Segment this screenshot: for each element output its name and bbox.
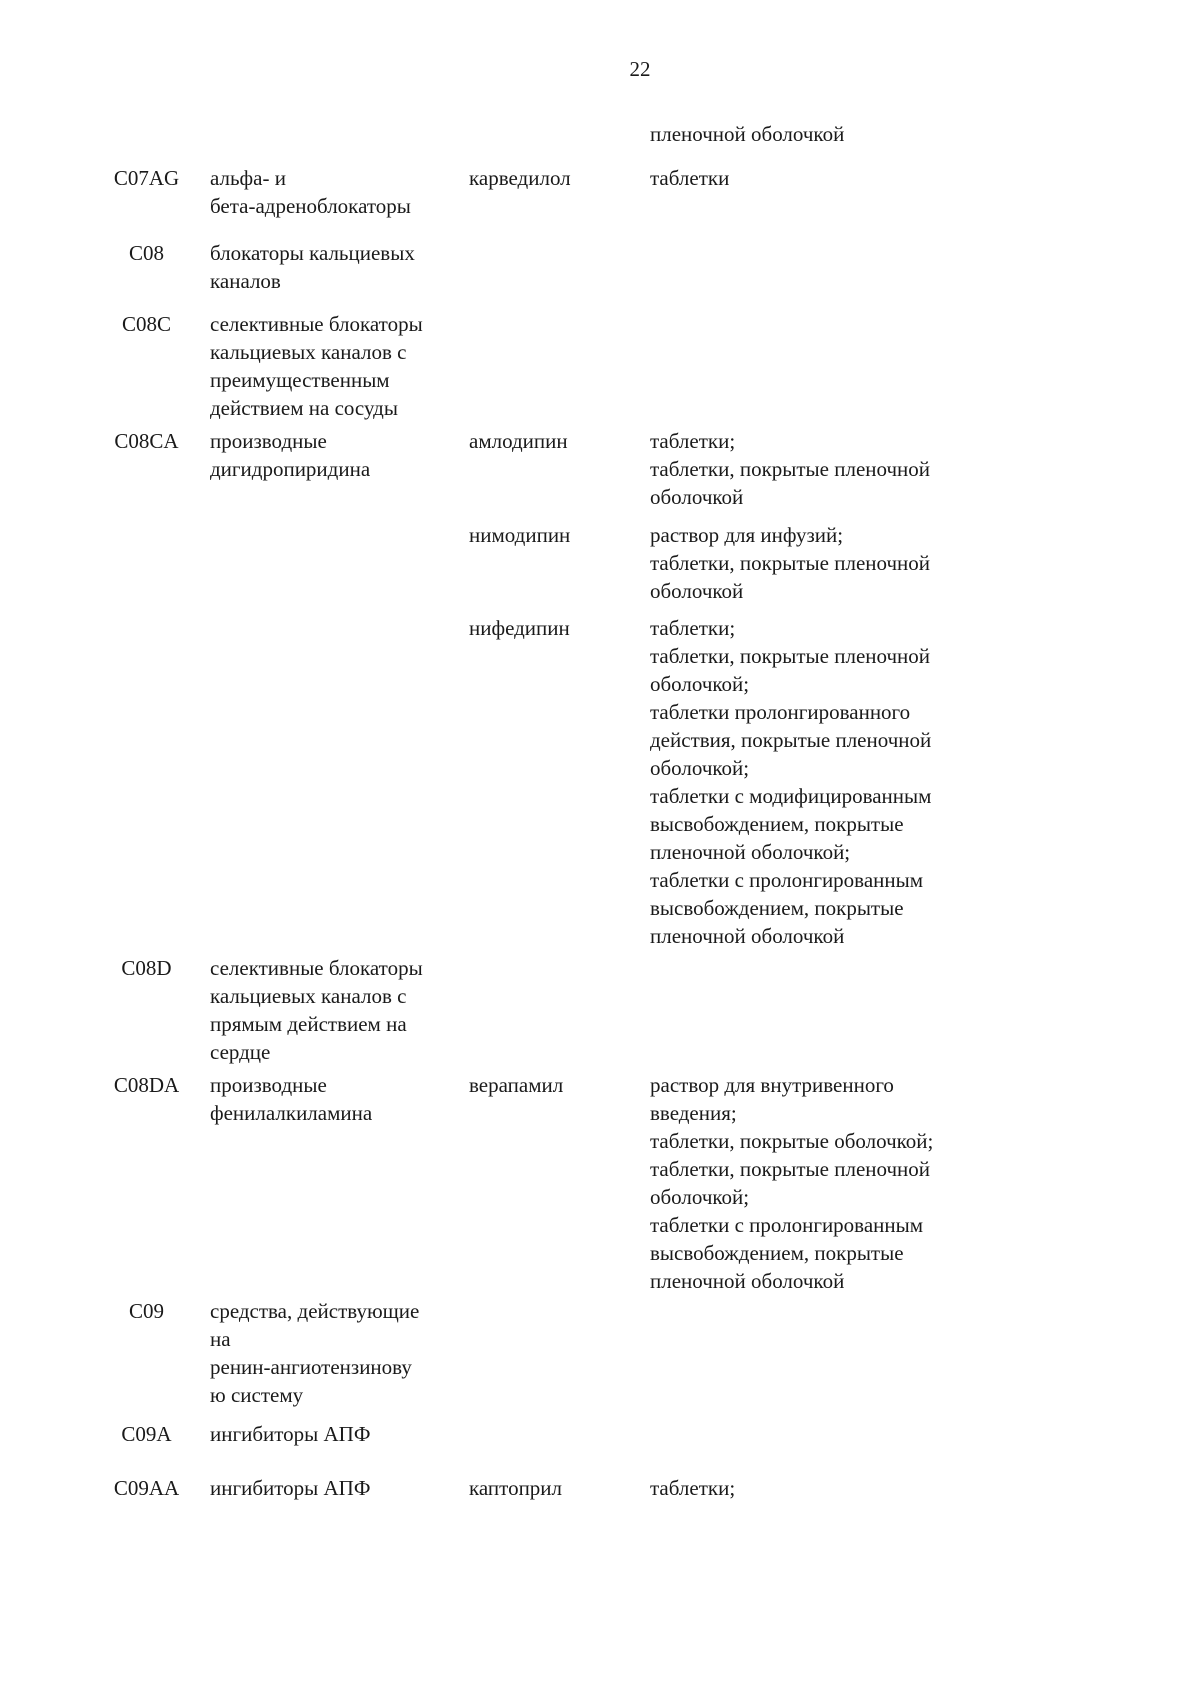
dosage-form-line: оболочкой (650, 485, 744, 509)
atc-code: C08DA (113, 1073, 180, 1097)
dosage-forms (650, 614, 990, 950)
dosage-form-line: таблетки; (650, 429, 736, 453)
atc-code: C08 (128, 241, 164, 265)
dosage-form-line: таблетки с пролонгированным (650, 868, 924, 892)
dosage-forms (650, 1474, 990, 1502)
dosage-forms (650, 164, 990, 192)
atc-code: C07AG (113, 166, 180, 190)
group-line: сердце (210, 1040, 271, 1064)
dosage-form-line: раствор для инфузий; (650, 523, 844, 547)
anatomical-therapeutic-group (210, 1474, 460, 1502)
dosage-form-line: введения; (650, 1101, 737, 1125)
dosage-form-line: таблетки, покрытые пленочной (650, 1157, 931, 1181)
dosage-form-line: пленочной оболочкой; (650, 840, 851, 864)
group-line: производные (210, 429, 327, 453)
atc-code: C09AA (113, 1476, 180, 1500)
dosage-form-line: таблетки с модифицированным (650, 784, 932, 808)
group-line: кальциевых каналов с (210, 340, 407, 364)
anatomical-therapeutic-group (210, 1297, 460, 1409)
anatomical-therapeutic-group (210, 954, 460, 1066)
dosage-form-line: таблетки, покрытые оболочкой; (650, 1129, 934, 1153)
dosage-form-line: таблетки, покрытые пленочной (650, 551, 931, 575)
atc-code: C09A (121, 1422, 172, 1446)
dosage-form-line: высвобождением, покрытые (650, 1241, 904, 1265)
dosage-forms (650, 427, 990, 511)
dosage-form-line: таблетки с пролонгированным (650, 1213, 924, 1237)
group-line: ингибиторы АПФ (210, 1476, 371, 1500)
drug-name: нимодипин (469, 523, 571, 547)
group-line: каналов (210, 269, 281, 293)
group-line: прямым действием на (210, 1012, 407, 1036)
anatomical-therapeutic-group (210, 1420, 460, 1448)
atc-code: C08C (121, 312, 171, 336)
group-line: ингибиторы АПФ (210, 1422, 371, 1446)
dosage-form-line: оболочкой; (650, 672, 750, 696)
dosage-form-line: таблетки (650, 166, 730, 190)
group-line: действием на сосуды (210, 396, 398, 420)
dosage-form-line: высвобождением, покрытые (650, 812, 904, 836)
dosage-form-line: пленочной оболочкой (650, 1269, 845, 1293)
group-line: селективные блокаторы (210, 956, 423, 980)
group-line: селективные блокаторы (210, 312, 423, 336)
dosage-form-line: оболочкой; (650, 1185, 750, 1209)
group-line: средства, действующие (210, 1299, 420, 1323)
dosage-form-line: оболочкой; (650, 756, 750, 780)
dosage-form-line: таблетки, покрытые пленочной (650, 644, 931, 668)
drug-name: карведилол (469, 166, 571, 190)
dosage-forms (650, 521, 990, 605)
dosage-form-line: действия, покрытые пленочной (650, 728, 932, 752)
dosage-form-line: таблетки; (650, 1476, 736, 1500)
atc-code: C08CA (114, 429, 179, 453)
drug-name: верапамил (469, 1073, 564, 1097)
dosage-form-line: оболочкой (650, 579, 744, 603)
dosage-form-line: таблетки пролонгированного (650, 700, 911, 724)
group-line: блокаторы кальциевых (210, 241, 415, 265)
anatomical-therapeutic-group (210, 164, 460, 220)
dosage-form-line: пленочной оболочкой (650, 122, 845, 146)
group-line: альфа- и (210, 166, 286, 190)
group-line: на (210, 1327, 231, 1351)
anatomical-therapeutic-group (210, 1071, 460, 1127)
anatomical-therapeutic-group (210, 310, 460, 422)
drug-name: нифедипин (469, 616, 570, 640)
group-line: производные (210, 1073, 327, 1097)
group-line: преимущественным (210, 368, 390, 392)
dosage-form-line: таблетки; (650, 616, 736, 640)
anatomical-therapeutic-group (210, 239, 460, 295)
atc-code: C08D (121, 956, 172, 980)
dosage-forms (650, 1071, 990, 1295)
page-number: 22 (629, 57, 651, 81)
group-line: кальциевых каналов с (210, 984, 407, 1008)
drug-name: каптоприл (469, 1476, 563, 1500)
anatomical-therapeutic-group (210, 427, 460, 483)
drug-name: амлодипин (469, 429, 568, 453)
atc-code: C09 (128, 1299, 164, 1323)
dosage-form-line: таблетки, покрытые пленочной (650, 457, 931, 481)
dosage-form-line: раствор для внутривенного (650, 1073, 894, 1097)
group-line: ю систему (210, 1383, 304, 1407)
dosage-form-line: пленочной оболочкой (650, 924, 845, 948)
group-line: ренин-ангиотензинову (210, 1355, 412, 1379)
dosage-form-line: высвобождением, покрытые (650, 896, 904, 920)
group-line: фенилалкиламина (210, 1101, 373, 1125)
group-line: бета-адреноблокаторы (210, 194, 411, 218)
group-line: дигидропиридина (210, 457, 371, 481)
dosage-forms (650, 120, 990, 148)
